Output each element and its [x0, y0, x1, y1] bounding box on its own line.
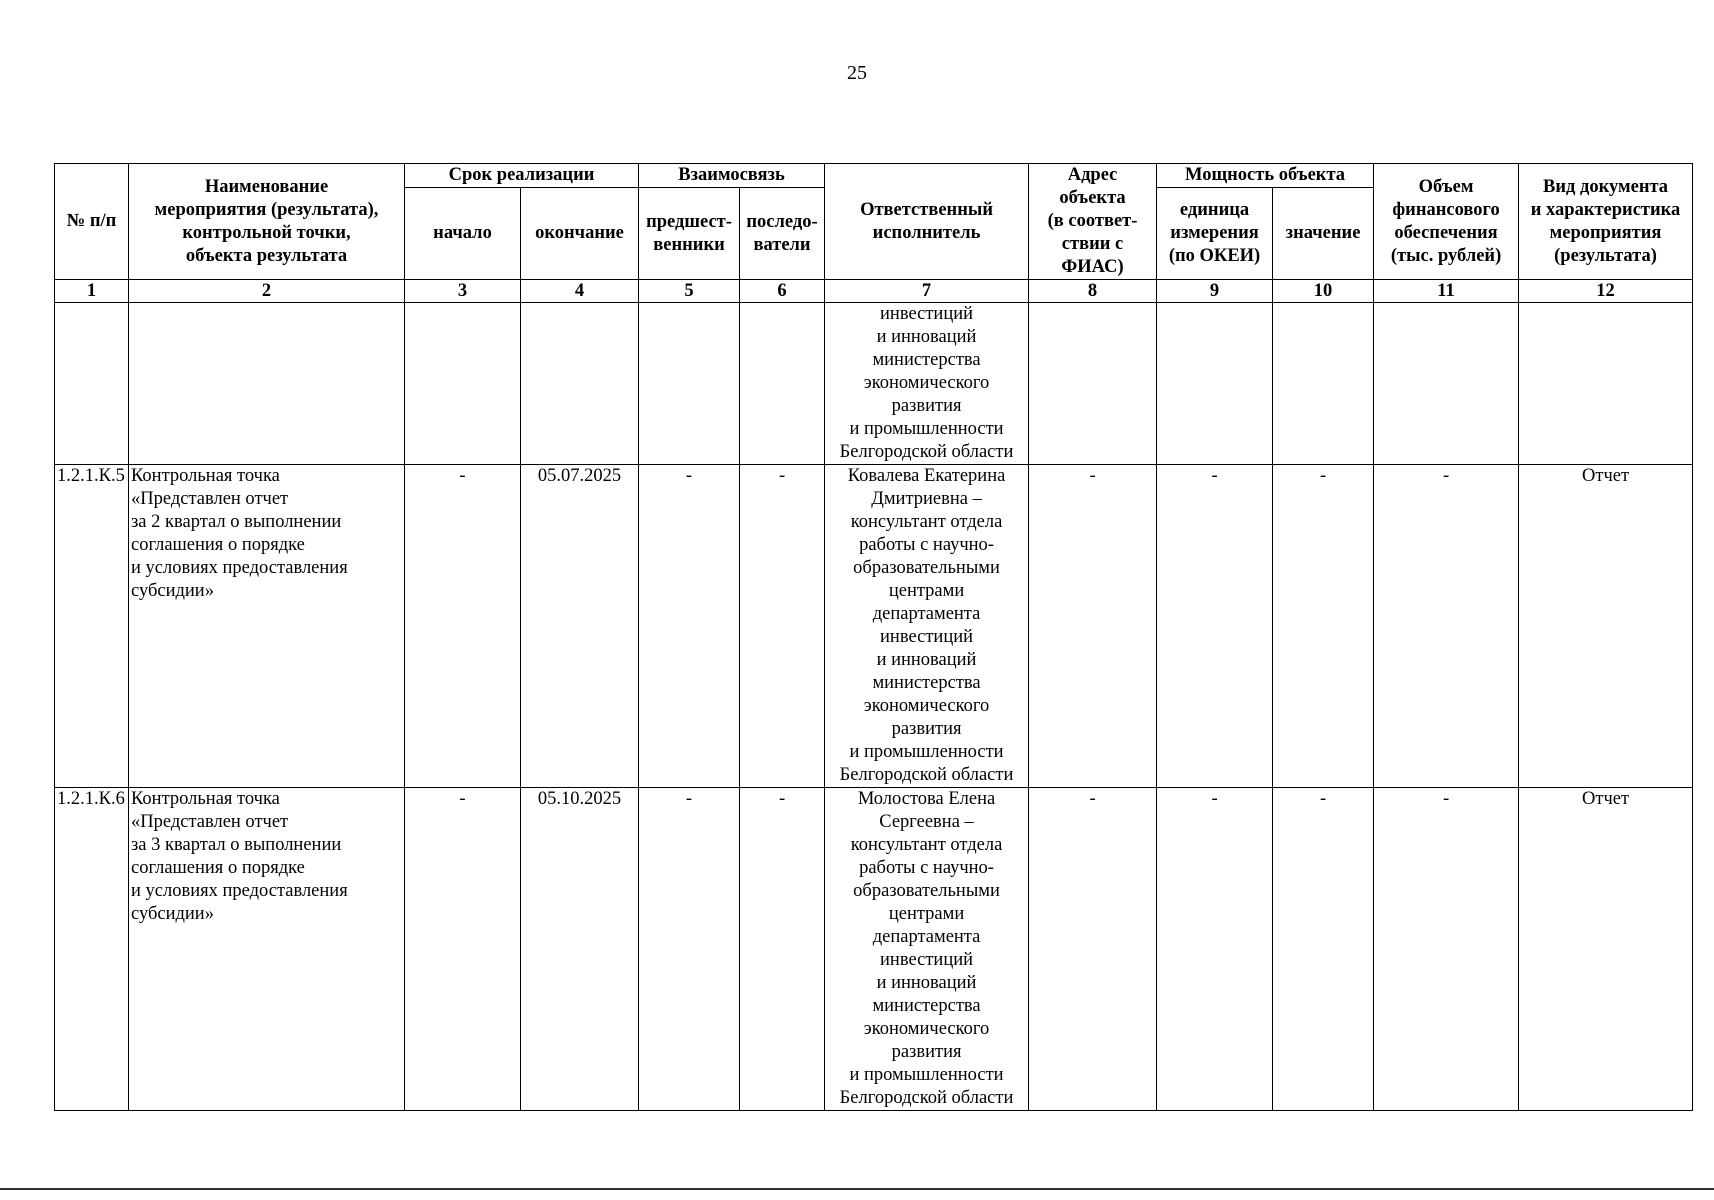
text-line: Сергеевна –: [879, 812, 974, 832]
text-line: работы с научно-: [859, 858, 994, 878]
row-pred: -: [639, 788, 740, 1111]
row-finance: -: [1374, 465, 1519, 788]
text-line: Ковалева Екатерина: [847, 466, 1006, 486]
text-line: инвестиций: [880, 950, 974, 970]
text-line: консультант отдела: [850, 835, 1003, 855]
text-line: и характеристика: [1530, 199, 1681, 220]
header-link: Взаимосвязь: [639, 164, 825, 188]
text-line: министерства: [872, 673, 981, 693]
header-link-pred: [639, 188, 740, 280]
text-line: департамента: [872, 604, 981, 624]
column-number: 7: [825, 280, 1029, 303]
text-line: соглашения о порядке: [131, 858, 305, 878]
text-line: мероприятия (результата),: [154, 199, 379, 220]
column-number: 5: [639, 280, 740, 303]
text-line: инвестиций: [880, 304, 974, 324]
text-line: Ответственный: [860, 199, 993, 220]
text-line: и инноваций: [876, 973, 977, 993]
text-line: за 3 квартал о выполнении: [131, 835, 342, 855]
column-number: 9: [1157, 280, 1273, 303]
column-number: 10: [1273, 280, 1374, 303]
row-executor: [825, 788, 1029, 1111]
text-line: венники: [653, 234, 725, 255]
text-line: (результата): [1554, 245, 1657, 266]
page-bottom-rule: [0, 1188, 1714, 1190]
header-doc-type: [1519, 164, 1693, 280]
text-line: ФИАС): [1061, 257, 1124, 277]
text-line: предшест-: [646, 211, 732, 232]
text-line: (в соответ-: [1047, 211, 1138, 231]
column-number: 3: [405, 280, 521, 303]
header-link-succ: [740, 188, 825, 280]
text-line: мероприятия: [1549, 222, 1662, 243]
row-name: [129, 465, 405, 788]
column-number: 4: [521, 280, 639, 303]
text-line: консультант отдела: [850, 512, 1003, 532]
row-succ: -: [740, 465, 825, 788]
text-line: за 2 квартал о выполнении: [131, 512, 342, 532]
column-number: 6: [740, 280, 825, 303]
text-line: экономического: [863, 696, 990, 716]
table-row: [55, 788, 1693, 1111]
text-line: работы с научно-: [859, 535, 994, 555]
text-line: и инноваций: [876, 650, 977, 670]
text-line: контрольной точки,: [182, 222, 351, 243]
text-line: (тыс. рублей): [1390, 245, 1502, 266]
header-term-end: окончание: [521, 188, 639, 280]
text-line: экономического: [863, 1019, 990, 1039]
row-id: 1.2.1.К.6: [55, 788, 129, 1111]
text-line: измерения: [1170, 223, 1259, 243]
header-cap-unit: [1157, 188, 1273, 280]
column-numbers-row: [55, 280, 1693, 303]
text-line: Белгородской области: [839, 442, 1014, 462]
page-number: 25: [847, 62, 867, 84]
text-line: обеспечения: [1394, 222, 1498, 243]
text-line: Адрес: [1067, 165, 1118, 185]
text-line: развития: [891, 396, 962, 416]
header-capacity: Мощность объекта: [1157, 164, 1374, 188]
row-unit: -: [1157, 465, 1273, 788]
text-line: Наименование: [204, 176, 329, 197]
header-finance: [1374, 164, 1519, 280]
row-id: 1.2.1.К.5: [55, 465, 129, 788]
column-number: 1: [55, 280, 129, 303]
text-line: ватели: [753, 234, 811, 255]
text-line: субсидии»: [131, 904, 214, 924]
row-doc: Отчет: [1519, 465, 1693, 788]
header-address: [1029, 164, 1157, 280]
text-line: развития: [891, 1042, 962, 1062]
text-line: и инноваций: [876, 327, 977, 347]
text-line: и промышленности: [849, 1065, 1004, 1085]
column-number: 2: [129, 280, 405, 303]
text-line: (по ОКЕИ): [1168, 246, 1261, 266]
header-num: № п/п: [55, 164, 129, 280]
row-name: [129, 788, 405, 1111]
row-value: -: [1273, 465, 1374, 788]
text-line: последо-: [746, 211, 818, 232]
text-line: образовательными: [853, 881, 1000, 901]
text-line: министерства: [872, 996, 981, 1016]
continuation-row: [55, 303, 1693, 465]
text-line: объекта результата: [185, 245, 348, 266]
text-line: финансового: [1392, 199, 1500, 220]
row-value: -: [1273, 788, 1374, 1111]
column-number: 8: [1029, 280, 1157, 303]
text-line: ствии с: [1061, 234, 1124, 254]
header-term: Срок реализации: [405, 164, 639, 188]
text-line: Белгородской области: [839, 765, 1014, 785]
text-line: и условиях предоставления: [131, 558, 348, 578]
column-number: 12: [1519, 280, 1693, 303]
text-line: «Представлен отчет: [131, 489, 289, 509]
text-line: Контрольная точка: [131, 789, 280, 809]
row-address: -: [1029, 465, 1157, 788]
text-line: инвестиций: [880, 627, 974, 647]
row-address: -: [1029, 788, 1157, 1111]
text-line: «Представлен отчет: [131, 812, 289, 832]
row-start: -: [405, 788, 521, 1111]
text-line: центрами: [888, 581, 965, 601]
header-term-start: начало: [405, 188, 521, 280]
row-executor: [825, 465, 1029, 788]
text-line: Белгородской области: [839, 1088, 1014, 1108]
row-finance: -: [1374, 788, 1519, 1111]
row-end: 05.10.2025: [521, 788, 639, 1111]
text-line: развития: [891, 719, 962, 739]
header-cap-value: значение: [1273, 188, 1374, 280]
text-line: субсидии»: [131, 581, 214, 601]
text-line: Дмитриевна –: [871, 489, 982, 509]
text-line: и условиях предоставления: [131, 881, 348, 901]
text-line: образовательными: [853, 558, 1000, 578]
header-executor: [825, 164, 1029, 280]
text-line: Контрольная точка: [131, 466, 280, 486]
text-line: департамента: [872, 927, 981, 947]
text-line: министерства: [872, 350, 981, 370]
text-line: объекта: [1059, 188, 1126, 208]
text-line: исполнитель: [872, 222, 981, 243]
row-unit: -: [1157, 788, 1273, 1111]
row-end: 05.07.2025: [521, 465, 639, 788]
executor-cell: [825, 303, 1029, 465]
text-line: экономического: [863, 373, 990, 393]
text-line: и промышленности: [849, 419, 1004, 439]
row-doc: Отчет: [1519, 788, 1693, 1111]
header-name: [129, 164, 405, 280]
table-row: [55, 465, 1693, 788]
text-line: соглашения о порядке: [131, 535, 305, 555]
row-start: -: [405, 465, 521, 788]
text-line: Молостова Елена: [857, 789, 996, 809]
text-line: Вид документа: [1543, 176, 1669, 197]
text-line: Объем: [1418, 176, 1474, 197]
text-line: единица: [1179, 200, 1250, 220]
column-number: 11: [1374, 280, 1519, 303]
text-line: и промышленности: [849, 742, 1004, 762]
row-pred: -: [639, 465, 740, 788]
row-succ: -: [740, 788, 825, 1111]
text-line: центрами: [888, 904, 965, 924]
plan-table: [54, 163, 1693, 1111]
